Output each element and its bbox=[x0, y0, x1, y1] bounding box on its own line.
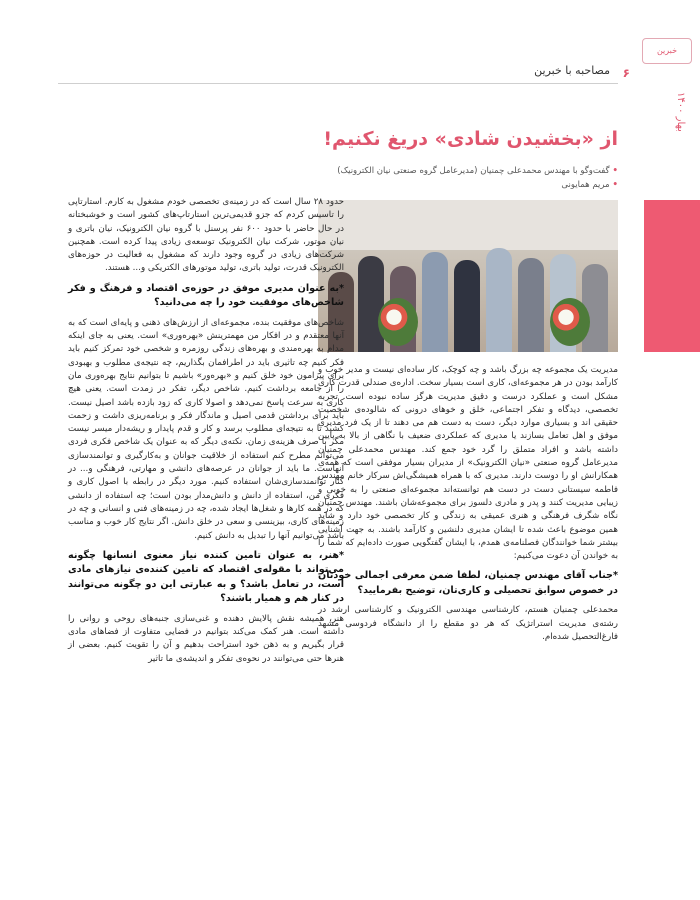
bullet-icon: • bbox=[609, 166, 618, 176]
corner-logo: خبرین bbox=[642, 38, 692, 64]
paragraph: مدیریت یک مجموعه چه بزرگ باشد و چه کوچک، کار ساده‌ای نیست و مدیر خوب و کارآمد بودن در هر مجموعه‌ای، کاری است بسیار سخت. اداره‌ی صندلی قدرت کاری مشکل است و عملکرد درست و دقیق مدیریت هرگز ساده نبوده است. تجربه تخصصی، دیدگاه و تفکر اجتماعی، خلق و خوهای درونی که شالوده‌ی شخصیت حقیقی اند و بسیاری موارد دیگر، دست به دست هم می دهند تا از یک فرد مدیری موفق و اهل تعامل بسازند یا مدیری که عملکردی ضعیف با نگاهی از بالا به پایین داشته باشد و افراد متملق را گرد خود جمع کند. مهندس محمدعلی چمنیان مدیرعامل گروه صنعتی «نیان الکترونیک» از مدیران بسیار موفقی است که همه‌ی همکارانش او را دوست دارند. مدیری که با همراه همیشگی‌اش سرکار خانم مهندس فاطمه سیستانی دست در دست هم توانسته‌اند مجموعه‌ای صنعتی را به خوبی و زیبایی مدیریت کنند و پدر و مادری دلسوز برای مجموعه‌شان باشند. مهندس چمنیان نگاه شگرف فرهنگی و هنری عمیقی به زندگی و کار تخصصی خود دارد و شاید همین موضوع باعث شده تا ایشان مدیری دلنشین و کارآمد باشند. به جهت آشنایی بیشتر شما خوانندگان فصلنامه‌ی همدم، با ایشان گفتگویی صورت داده‌ایم که شما را به خواندن آن دعوت می‌کنیم: bbox=[318, 365, 618, 562]
paragraph: محمدعلی چمنیان هستم، کارشناسی مهندسی الکترونیک و کارشناسی ارشد در رشته‌ی مدیریت استراتژیک که هر دو مقطع را از دانشگاه فردوسی مشهد فارغ‌التحصیل شده‌ام. bbox=[318, 605, 618, 643]
text-column-left bbox=[68, 196, 344, 672]
bullet-icon: • bbox=[609, 180, 618, 190]
question-heading: *هنر، به عنوان تامین کننده نیاز معنوی انسانها چگونه می‌تواند با مقوله‌ی اقتصاد که تامین کننده‌ی نیازهای مادی است، در تعامل باشد؟ و به عبارتی این دو چگونه می‌توانند در کنار هم و همیار باشند؟ bbox=[68, 549, 344, 605]
paragraph: حدود ۲۸ سال است که در زمینه‌ی تخصصی خودم مشغول به کارم. استارتاپی را تاسیس کردم که جزو قدیمی‌ترین استارتاپ‌های کشور است و خوشبختانه در حال حاضر با حدود ۶۰۰ نفر پرسنل با گروه نیان الکترونیک، نیان باتری و نیان موتور، شرکت نیان الکترونیک توسعه‌ی زیادی پیدا کرده است. همچنین شرکت‌های زیادی در گروه وجود دارند که مشغول به فعالیت در حوزه‌های الکترونیک قدرت، تولید باتری، تولید موتورهای الکتریکی و... هستند. bbox=[68, 197, 344, 274]
edition-label: بهار ۱۴۰۰ bbox=[675, 92, 686, 132]
interview-photo bbox=[318, 200, 618, 352]
byline-interview: • گفت‌وگو با مهندس محمدعلی چمنیان (مدیرعامل گروه صنعتی نیان الکترونیک) bbox=[337, 166, 618, 176]
accent-band bbox=[644, 200, 700, 352]
paragraph: شاخص‌های موفقیت بنده، مجموعه‌ای از ارزش‌های ذهنی و پایه‌ای است که به آنها معتقدم و در افکار من مهمترینش «بهره‌وری» است. یعنی به جای اینکه مدام به بهره‌مندی و بهره‌های زندگی روزمره و شخصی خود تمرکز کنیم باید فکر کنیم چه تاثیری باید در اطرافمان بگذاریم، چه نتیجه‌ی مطلوب و بهبودی برای پیرامون خود خلق کنیم و «بهره‌ور» باشیم تا بتوانیم نتایج بهره‌وری مان را از جامعه برداشت کنیم. شاخص دیگر، تفکر در زمدت است. یعنی هیچ کاری به سرعت پاسخ نمی‌دهد و اصولا کاری که زود بازده باشد اصیل نیست. باید برای برداشتن قدمی اصیل و ماندگار فکر و برنامه‌ریزی داشت و زحمت کشید تا به نتیجه‌ای مطلوب برسد و کار و قدم پایدار و ریشه‌دار میسر نیست مگر با صرف هزینه‌ی زمان. نکته‌ی دیگر که به عنوان یک شاخص فکری فردی می‌توانم مطرح کنم استفاده از خلاقیت جوانان و به‌کارگیری و توانمندسازی آنهاست. ما باید از جوانان در عرصه‌های دانشی و مهارتی، فرهنگی و... در کنار توانمندسازی‌شان استفاده کنیم. مورد دیگر در رابطه با اصول کاری و فکری من، استفاده از دانش و دانش‌مدار بودن است؛ چه استفاده از دانشی که در همه کارها و شغل‌ها ایجاد شده، چه در زمینه‌های فنی و انسانی و چه در زمینه‌های کاری، بیزینسی و سعی در خلق دانش. اگر نتایج کار خوب و مناسب باشد می‌توانیم آنها را تبدیل به دانش کنیم. bbox=[68, 317, 344, 541]
header-divider bbox=[58, 83, 618, 84]
question-heading: *به عنوان مدیری موفق در حوزه‌ی اقتصاد و فرهنگ و فکر شاخص‌های موفقیت خود را چه می‌دانید؟ bbox=[68, 282, 344, 309]
question-heading: *جناب آقای مهندس چمنیان، لطفا ضمن معرفی اجمالی خودتان در خصوص سوابق تحصیلی و کاری‌تان، توضیح بفرمایید؟ bbox=[318, 570, 618, 596]
text-column-right bbox=[318, 364, 618, 650]
section-title: مصاحبه با خبرین bbox=[534, 64, 610, 77]
page-number: ۶ bbox=[622, 66, 630, 80]
paragraph: هنر، همیشه نقش پالایش دهنده و غنی‌سازی جنبه‌های روحی و روانی را داشته است. هنر کمک می‌کند بتوانیم در فضایی متفاوت از فضاهای مادی قرار بگیریم و به ذهن خود استراحت بدهیم و آن را تقویت کنیم. بعضی از هنرها حتی می‌توانند در نحوه‌ی تفکر و اندیشه‌ی ما تاثیر bbox=[68, 613, 344, 664]
byline-author: • مریم همایونی bbox=[561, 180, 618, 190]
article-title: از «بخشیدن شادی» دریغ نکنیم! bbox=[323, 128, 618, 150]
